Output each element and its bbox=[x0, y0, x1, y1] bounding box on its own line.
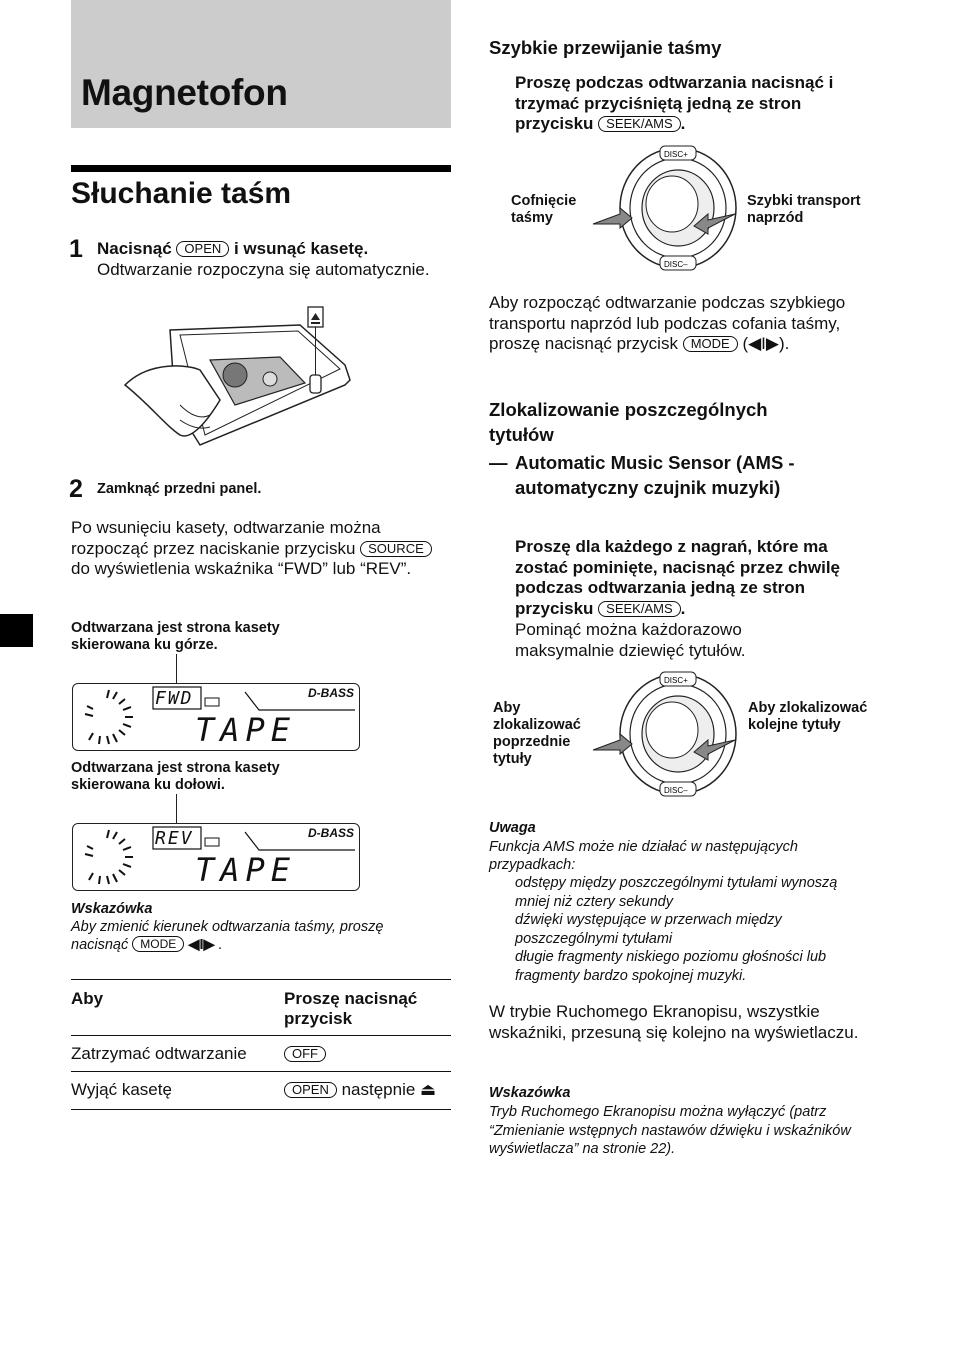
source-para-text-1: Po wsunięciu kasety, odtwarzanie można rozpocząć przez naciskanie przycisku bbox=[71, 518, 381, 558]
step-1-number: 1 bbox=[69, 235, 83, 263]
step-2-text: Zamknąć przedni panel. bbox=[97, 481, 262, 497]
lcd-main-text-1: TAPE bbox=[195, 711, 297, 749]
list-item: dźwięki występujące w przerwach między poszczególnymi tytułami bbox=[515, 912, 782, 947]
off-key: OFF bbox=[284, 1046, 326, 1062]
ff-instr-text: Proszę podczas odtwarzania nacisnąć i trzymać przyciśniętą jedną ze stron przycisku bbox=[515, 73, 834, 133]
dial-2-label-left: Aby zlokalizować poprzednie tytuły bbox=[493, 700, 581, 767]
seek-dial-2 bbox=[590, 668, 740, 800]
ams-dot: . bbox=[680, 598, 686, 618]
tip-title: Wskazówka bbox=[71, 901, 153, 917]
mode-symbol: ◀I▶ bbox=[188, 937, 215, 953]
tip-text bbox=[71, 919, 441, 954]
source-key: SOURCE bbox=[360, 541, 432, 557]
lcd-indicator-rev: REV bbox=[155, 828, 194, 849]
source-para-text-2: do wyświetlenia wskaźnika “FWD” lub “REV”. bbox=[71, 559, 412, 578]
mode-key-ff: MODE bbox=[683, 336, 738, 352]
eject-then: następnie ⏏ bbox=[341, 1080, 437, 1099]
dial-1-label-left: Cofnięcie taśmy bbox=[511, 193, 577, 226]
table-cell-action: Wyjąć kasetę bbox=[71, 1080, 172, 1099]
section-rule bbox=[71, 165, 451, 172]
list-item: długie fragmenty niskiego poziomu głośności lub fragmenty bardzo spokojnej muzyki. bbox=[515, 949, 827, 984]
note-title: Uwaga bbox=[489, 820, 536, 836]
seek-ams-key-2: SEEK/AMS bbox=[598, 601, 680, 617]
ams-instruction bbox=[515, 537, 875, 619]
dial-1-bottom-label: DISC– bbox=[664, 260, 688, 269]
open-key: OPEN bbox=[176, 241, 229, 257]
display-1-caption: Odtwarzana jest strona kasety skierowana ku górze. bbox=[71, 620, 280, 653]
step-2-number: 2 bbox=[69, 475, 83, 503]
display-rev bbox=[72, 823, 360, 891]
page-title: Magnetofon bbox=[81, 72, 288, 113]
tip-text-body: Aby zmienić kierunek odtwarzania taśmy, proszę nacisnąć bbox=[71, 919, 384, 953]
step-1-post: i wsunąć kasetę. bbox=[233, 239, 369, 258]
tip2-title: Wskazówka bbox=[489, 1085, 571, 1101]
display-2-caption: Odtwarzana jest strona kasety skierowana ku dołowi. bbox=[71, 760, 280, 793]
ams-title: Zlokalizowanie poszczególnych tytułów bbox=[489, 399, 768, 445]
note-list bbox=[515, 874, 865, 985]
ams-dash: — bbox=[489, 452, 508, 473]
ams-body: Pominąć można każdorazowo maksymalnie dziewięć tytułów. bbox=[515, 620, 746, 660]
lcd-main-text-2: TAPE bbox=[195, 851, 297, 889]
table-head-action: Aby bbox=[71, 989, 104, 1008]
source-paragraph bbox=[71, 518, 451, 580]
section-title: Słuchanie taśm bbox=[71, 177, 292, 210]
open-key-table: OPEN bbox=[284, 1082, 337, 1098]
display-1-leader bbox=[176, 654, 177, 684]
tip2-text: Tryb Ruchomego Ekranopisu można wyłączyć (patrz “Zmienianie wstępnych nastawów dźwięku i wskaźników wyświetlacza” na stronie 22). bbox=[489, 1104, 851, 1157]
display-2-leader bbox=[176, 794, 177, 824]
mode-key-tip: MODE bbox=[132, 936, 184, 952]
ff-paragraph bbox=[489, 293, 869, 355]
list-item: odstępy między poszczególnymi tytułami wynoszą mniej niż cztery sekundy bbox=[515, 875, 838, 910]
ams-subtitle: Automatic Music Sensor (AMS - automatyczny czujnik muzyki) bbox=[515, 452, 795, 498]
dial-2-label-right: Aby zlokalizować kolejne tytuły bbox=[748, 700, 868, 733]
seek-ams-key-1: SEEK/AMS bbox=[598, 116, 680, 132]
ff-title: Szybkie przewijanie taśmy bbox=[489, 37, 722, 58]
ff-para-text: Aby rozpocząć odtwarzanie podczas szybkiego transportu naprzód lub podczas cofania taśmy, proszę nacisnąć przycisk bbox=[489, 293, 846, 353]
lcd-dbass-1: D-BASS bbox=[308, 686, 355, 700]
cassette-insert-illustration bbox=[120, 305, 360, 455]
section-tab-marker bbox=[0, 614, 33, 647]
seek-dial-1 bbox=[590, 142, 740, 274]
table-row bbox=[71, 1036, 451, 1072]
scroll-paragraph: W trybie Ruchomego Ekranopisu, wszystkie wskaźniki, przesuną się kolejno na wyświetlaczu. bbox=[489, 1002, 859, 1042]
lcd-indicator-fwd: FWD bbox=[155, 688, 194, 709]
table-head-button: Proszę nacisnąć przycisk bbox=[284, 989, 418, 1028]
dial-2-top-label: DISC+ bbox=[664, 676, 688, 685]
table-row bbox=[71, 1072, 451, 1110]
step-1-pre: Nacisnąć bbox=[97, 239, 172, 258]
operations-table bbox=[71, 979, 451, 1110]
lcd-dbass-2: D-BASS bbox=[308, 826, 355, 840]
step-1-body: Odtwarzanie rozpoczyna się automatycznie. bbox=[97, 259, 430, 279]
ams-instr-text: Proszę dla każdego z nagrań, które ma zostać pominięte, nacisnąć przez chwilę podczas odtwarzania jedną ze stron przycisku bbox=[515, 537, 840, 618]
step-1-text bbox=[97, 239, 437, 280]
ff-dot: . bbox=[680, 114, 686, 133]
title-banner bbox=[71, 0, 451, 128]
dial-1-label-right: Szybki transport naprzód bbox=[747, 193, 861, 226]
ff-instruction bbox=[515, 73, 875, 135]
display-fwd bbox=[72, 683, 360, 751]
dial-1-top-label: DISC+ bbox=[664, 150, 688, 159]
tip-end: . bbox=[218, 937, 223, 953]
table-cell-action: Zatrzymać odtwarzanie bbox=[71, 1044, 247, 1063]
note-intro: Funkcja AMS może nie działać w następujących przypadkach: bbox=[489, 839, 798, 873]
ff-para-symbol: (◀I▶). bbox=[742, 334, 790, 353]
dial-2-bottom-label: DISC– bbox=[664, 786, 688, 795]
